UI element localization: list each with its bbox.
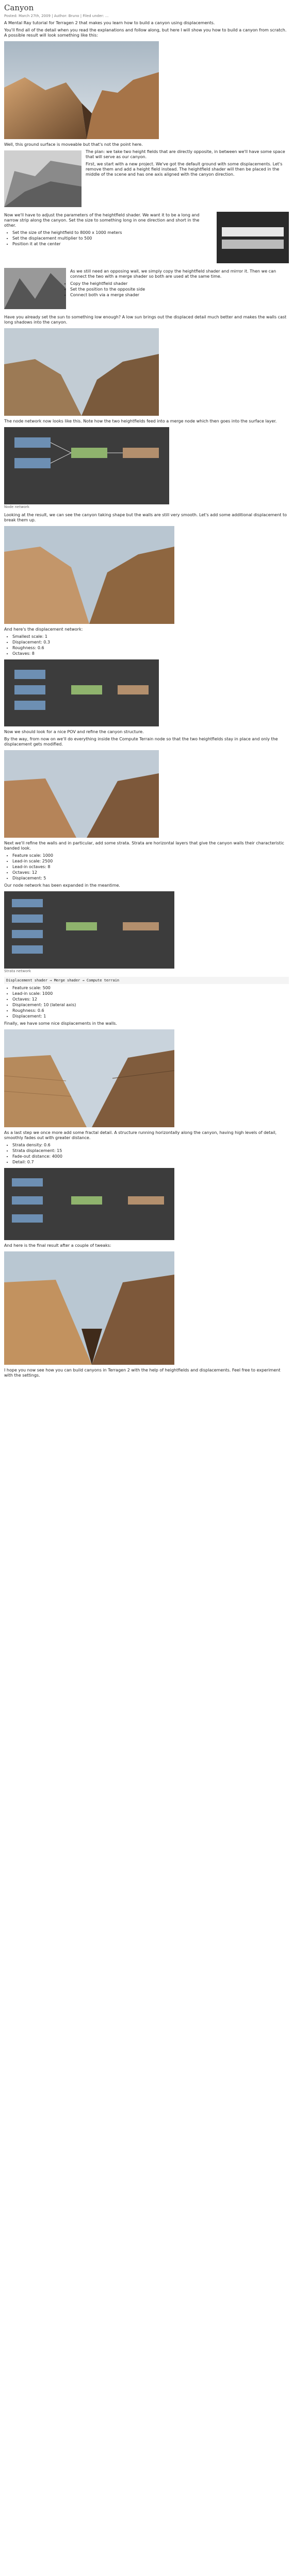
settings-list — [12, 853, 289, 881]
list-item: • Displacement: 0.3 — [12, 640, 289, 645]
paragraph: Now we'll have to adjust the parameters of the heightfield shader. We want it to be a long and narrow strip along the canyon. Set the size to something long in one direction and short in the other. — [4, 213, 200, 228]
figure-caption: Node network — [4, 505, 29, 509]
list-item: • Fade-out distance: 4000 — [12, 1154, 289, 1159]
paragraph: First, we start with a new project. We've got the default ground with some displacements. Let's remove them and add a height field instead. The heightfield shader will then be placed in the middle of the scene and has one axis aligned with the canyon direction. — [86, 162, 283, 177]
paragraph: Next we'll refine the walls and in particular, add some strata. Strata are horizontal layers that give the canyon walls their characteristic banded look. — [4, 841, 284, 851]
paragraph: As we still need an opposing wall, we simply copy the heightfield shader and mirror it. Then we can connect the two with a merge shader so both are used at the same time. — [70, 269, 276, 279]
list-item: • Lead-in scale: 1000 — [12, 991, 289, 996]
paragraph: Now we should look for a nice POV and refine the canyon structure. — [4, 730, 144, 734]
list-item: • Octaves: 12 — [12, 997, 289, 1002]
list-item: • Strata displacement: 15 — [12, 1148, 289, 1154]
canyon-render-2 — [4, 526, 289, 624]
settings-list — [12, 986, 289, 1019]
hero-render — [4, 41, 289, 139]
figure-caption: Strata network — [4, 969, 31, 973]
heightfield-topview — [217, 212, 289, 265]
paragraph: You'll find all of the detail when you read the explanations and follow along, but here I will show you how to build a canyon from scratch. A possible result will look something like this: — [4, 28, 287, 38]
paragraph: Looking at the result, we can see the canyon taking shape but the walls are still very smooth. Let's add some additional displacement to break them up. — [4, 513, 287, 522]
list-item: • Octaves: 12 — [12, 870, 289, 875]
list-item: • Connect both via a merge shader — [12, 293, 289, 298]
paragraph: The node network now looks like this. Note how the two heightfields feed into a merge node which then goes into the surface layer. — [4, 419, 277, 423]
paragraph: Have you already set the sun to something low enough? A low sun brings out the displaced detail much better and makes the walls cast long shadows into the canyon. — [4, 315, 287, 325]
paragraph: Finally, we have some nice displacements in the walls. — [4, 1021, 117, 1026]
displacement-network-screenshot — [4, 659, 289, 726]
list-item: • Copy the heightfield shader — [12, 281, 289, 286]
list-item: • Strata density: 0.6 — [12, 1143, 289, 1148]
strata-network-screenshot — [4, 891, 289, 974]
list-item: • Position it at the center — [12, 242, 289, 247]
paragraph: I hope you now see how you can build canyons in Terragen 2 with the help of heightfields and displacements. Feel free to experiment with the settings. — [4, 1368, 281, 1378]
paragraph: The plan: we take two height fields that are directly opposite, in between we'll have some space that will serve as our canyon. — [86, 149, 285, 159]
list-item: • Octaves: 8 — [12, 651, 289, 656]
intro-text: A Mental Ray tutorial for Terragen 2 that makes you learn how to build a canyon using displacements. — [4, 21, 215, 25]
post-meta: Posted: March 27th, 2009 | Author: Bruno | Filed under: ... — [4, 14, 109, 18]
list-item: • Lead-in scale: 2500 — [12, 859, 289, 864]
heightfield-preview — [4, 150, 82, 209]
list-item: • Set the position to the opposite side — [12, 287, 289, 292]
list-item: • Set the displacement multiplier to 500 — [12, 236, 289, 241]
list-item: • Smallest scale: 1 — [12, 634, 289, 639]
list-item: • Detail: 0.7 — [12, 1160, 289, 1165]
list-item: • Lead-in octaves: 8 — [12, 865, 289, 870]
list-item: • Displacement: 5 — [12, 876, 289, 881]
list-item: • Roughness: 0.6 — [12, 1008, 289, 1013]
paragraph: As a last step we once more add some fractal detail. A structure running horizontally along the canyon, having high levels of detail, smoothly fades out with greater distance. — [4, 1130, 277, 1140]
detail-network-screenshot — [4, 1168, 289, 1240]
code-snippet: Displacement shader → Merge shader → Compute terrain — [4, 977, 289, 984]
paragraph: By the way, from now on we'll do everything inside the Compute Terrain node so that the two heightfields stay in place and only the displacement gets modified. — [4, 737, 278, 747]
node-network-screenshot — [4, 427, 289, 510]
list-item: • Set the size of the heightfield to 8000 x 1000 meters — [12, 230, 289, 235]
paragraph: Well, this ground surface is moveable but that's not the point here. — [4, 142, 143, 147]
paragraph: And here is the final result after a couple of tweaks: — [4, 1243, 111, 1248]
list-item: • Displacement: 1 — [12, 1014, 289, 1019]
paragraph: And here's the displacement network: — [4, 627, 83, 632]
list-item: • Feature scale: 1000 — [12, 853, 289, 858]
list-item: • Roughness: 0.6 — [12, 646, 289, 651]
canyon-render-3 — [4, 750, 289, 838]
list-item: • Feature scale: 500 — [12, 986, 289, 991]
settings-list — [12, 1143, 289, 1165]
mirrored-heightfield — [4, 268, 66, 311]
low-sun-render — [4, 328, 289, 416]
canyon-render-4 — [4, 1029, 289, 1127]
settings-list — [12, 634, 289, 656]
list-item: • Displacement: 10 (lateral axis) — [12, 1003, 289, 1008]
page-title: Canyon — [4, 3, 34, 12]
paragraph: Our node network has been expanded in the meantime. — [4, 883, 120, 888]
final-render — [4, 1251, 289, 1365]
